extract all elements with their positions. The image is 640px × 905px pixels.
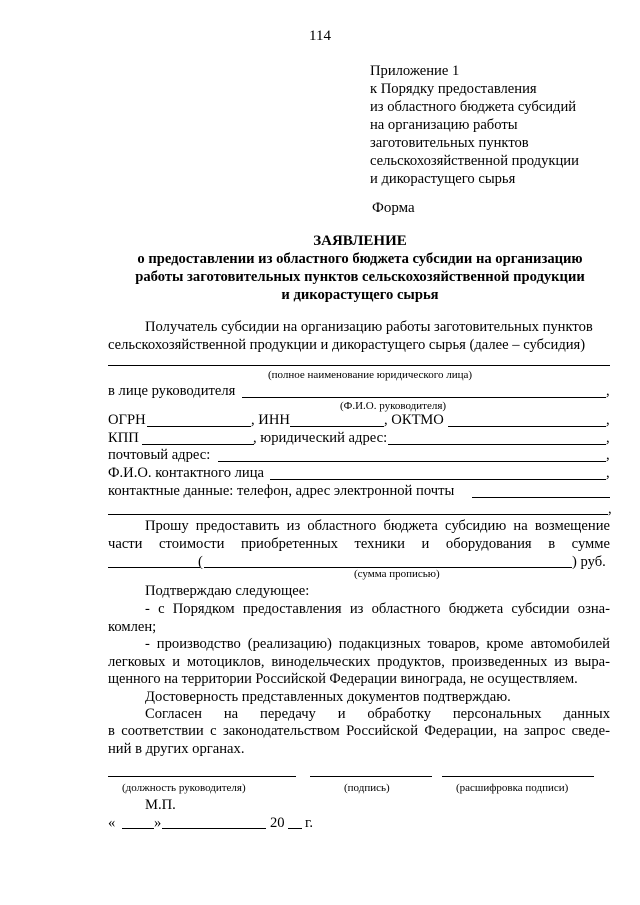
oktmo-label: , ОКТМО bbox=[384, 412, 444, 428]
kpp-field[interactable] bbox=[142, 444, 254, 445]
ogrn-label: ОГРН bbox=[108, 412, 146, 428]
confirm-1-line-2: комлен; bbox=[108, 619, 157, 635]
legal-address-label: , юридический адрес: bbox=[253, 430, 388, 446]
title-line: о предоставлении из областного бюджета субсидии на организацию bbox=[137, 251, 583, 267]
consent-line-2: в соответствии с законодательством Российской Федерации, на запрос сведе- bbox=[108, 723, 610, 739]
page-number: 114 bbox=[309, 28, 331, 44]
appendix-line: из областного бюджета субсидий bbox=[370, 99, 577, 115]
full-name-caption: (полное наименование юридического лица) bbox=[268, 369, 473, 381]
signature-caption: (подпись) bbox=[344, 782, 390, 794]
consent-line-1: Согласен на передачу и обработку персональных данных bbox=[145, 706, 610, 722]
date-quote-close: » bbox=[154, 815, 162, 831]
postal-address-field[interactable] bbox=[218, 461, 606, 462]
confirm-2-line-3: щенного на территории Российской Федерации винограда, не осуществляем. bbox=[108, 671, 578, 687]
decoding-caption: (расшифровка подписи) bbox=[456, 782, 569, 794]
form-label: Форма bbox=[372, 200, 415, 216]
recipient-line-2: сельскохозяйственной продукции и дикорастущего сырья (далее – субсидия) bbox=[108, 337, 586, 353]
appendix-line: сельскохозяйственной продукции bbox=[370, 153, 579, 169]
rub-label: ) руб. bbox=[572, 554, 606, 570]
year-prefix: 20 bbox=[270, 815, 285, 831]
comma: , bbox=[606, 412, 610, 428]
comma: , bbox=[606, 430, 610, 446]
date-year-field[interactable] bbox=[288, 828, 302, 829]
appendix-line: на организацию работы bbox=[370, 117, 518, 133]
date-quote-open: « bbox=[108, 815, 116, 831]
stamp-label: М.П. bbox=[145, 797, 176, 813]
confirm-2-line-1: - производство (реализацию) подакцизных товаров, кроме автомобилей bbox=[145, 636, 610, 652]
appendix-line: Приложение 1 bbox=[370, 63, 460, 79]
request-line-2: части стоимости приобретенных техники и оборудования в сумме bbox=[108, 536, 610, 552]
decoding-field[interactable] bbox=[442, 776, 594, 777]
signature-field[interactable] bbox=[310, 776, 432, 777]
inn-field[interactable] bbox=[290, 426, 384, 427]
oktmo-field[interactable] bbox=[448, 426, 606, 427]
appendix-block bbox=[370, 62, 579, 188]
confirm-2-line-2: легковых и мотоциклов, винодельческих продуктов, произведенных из выра- bbox=[108, 654, 610, 670]
comma: , bbox=[608, 501, 612, 517]
consent-line-3: ний в других органах. bbox=[108, 741, 245, 757]
contact-fio-label: Ф.И.О. контактного лица bbox=[108, 465, 265, 481]
request-line-1: Прошу предоставить из областного бюджета субсидию на возмещение bbox=[145, 518, 610, 534]
appendix-line: к Порядку предоставления bbox=[370, 81, 537, 97]
title-heading: ЗАЯВЛЕНИЕ bbox=[313, 233, 407, 249]
ogrn-field[interactable] bbox=[147, 426, 251, 427]
document-title bbox=[60, 232, 640, 304]
comma: , bbox=[606, 465, 610, 481]
title-line: работы заготовительных пунктов сельскохозяйственной продукции bbox=[135, 269, 585, 285]
confirm-1-line-1: - с Порядком предоставления из областного бюджета субсидии озна- bbox=[145, 601, 610, 617]
inn-label: , ИНН bbox=[251, 412, 290, 428]
full-name-field[interactable] bbox=[108, 365, 610, 366]
appendix-line: заготовительных пунктов bbox=[370, 135, 529, 151]
reliability-statement: Достоверность представленных документов подтверждаю. bbox=[145, 689, 511, 705]
kpp-label: КПП bbox=[108, 430, 139, 446]
confirm-intro: Подтверждаю следующее: bbox=[145, 583, 310, 599]
comma: , bbox=[606, 383, 610, 399]
fio-caption: (Ф.И.О. руководителя) bbox=[340, 400, 447, 412]
amount-caption: (сумма прописью) bbox=[354, 568, 440, 580]
position-field[interactable] bbox=[108, 776, 296, 777]
head-label: в лице руководителя bbox=[108, 383, 236, 399]
appendix-line: и дикорастущего сырья bbox=[370, 171, 516, 187]
contacts-label: контактные данные: телефон, адрес электронной почты bbox=[108, 483, 455, 499]
contacts-field[interactable] bbox=[472, 497, 610, 498]
amount-digits-field[interactable] bbox=[108, 567, 200, 568]
recipient-line-1: Получатель субсидии на организацию работы заготовительных пунктов bbox=[145, 319, 593, 335]
date-day-field[interactable] bbox=[122, 828, 154, 829]
title-line: и дикорастущего сырья bbox=[281, 287, 439, 303]
contacts-field-continued[interactable] bbox=[108, 514, 608, 515]
contact-fio-field[interactable] bbox=[270, 479, 606, 480]
date-month-field[interactable] bbox=[162, 828, 266, 829]
legal-address-field[interactable] bbox=[388, 444, 606, 445]
comma: , bbox=[606, 447, 610, 463]
year-suffix: г. bbox=[305, 815, 313, 831]
head-fio-field[interactable] bbox=[242, 397, 606, 398]
paren-open: ( bbox=[198, 554, 203, 570]
postal-address-label: почтовый адрес: bbox=[108, 447, 211, 463]
position-caption: (должность руководителя) bbox=[122, 782, 246, 794]
